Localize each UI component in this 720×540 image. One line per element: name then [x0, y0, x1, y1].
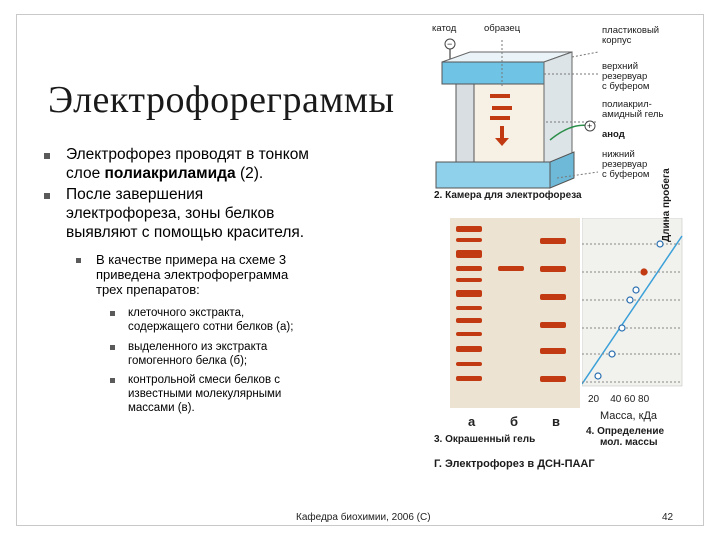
gel-band: [456, 226, 482, 232]
caption-mass: 4. Определение мол. массы: [586, 426, 665, 448]
bullet-1: Электрофорез проводят в тонком слое полиакриламида (2).: [66, 146, 309, 182]
caption-sds-page: Г. Электрофорез в ДСН-ПААГ: [434, 458, 595, 470]
label-gel: полиакрил- амидный гель: [602, 99, 664, 120]
gel-band: [456, 362, 482, 366]
sub-bullet-marker: [76, 258, 81, 263]
label-anode: анод: [602, 129, 625, 140]
gel-band: [456, 290, 482, 297]
plot-point: [633, 287, 639, 293]
plot-point: [627, 297, 633, 303]
bullet-marker: [44, 193, 50, 199]
plot-point: [595, 373, 601, 379]
label-plastic-case: пластиковый корпус: [602, 25, 660, 46]
gel-band: [456, 278, 482, 282]
gel-band: [456, 266, 482, 271]
plus-sign: +: [587, 121, 593, 131]
sub-sub-bullet-2: выделенного из экстракта гомогенного белка (б);: [128, 341, 268, 367]
gel-band: [456, 238, 482, 242]
sub-sub-bullet-marker: [110, 378, 115, 383]
mass-axis-label: Масса, кДа: [600, 410, 658, 422]
label-cathode: катод: [432, 23, 457, 34]
page-number: 42: [662, 512, 674, 523]
lane-label-b: б: [510, 414, 519, 429]
bold-term: полиакриламида: [104, 165, 236, 182]
gel-band: [456, 306, 482, 310]
bullet-marker: [44, 153, 50, 159]
bullet-2: После завершения электрофореза, зоны белков выявляют с помощью красителя.: [66, 186, 305, 241]
slide-title: Электрофореграммы: [48, 79, 395, 121]
gel-band-marker: [540, 238, 566, 244]
sub-sub-bullet-3: контрольной смеси белков с известными молекулярными массами (в).: [128, 374, 282, 414]
lane-label-a: а: [468, 414, 476, 429]
mass-ticks: 20 40 60 80: [588, 394, 650, 405]
gel-band-marker: [540, 266, 566, 272]
caption-gel: 3. Окрашенный гель: [434, 434, 536, 445]
label-lower-reservoir: нижний резервуар с буфером: [602, 149, 650, 180]
plot-point: [619, 325, 625, 331]
minus-sign: −: [447, 39, 453, 49]
sub-sub-bullet-marker: [110, 311, 115, 316]
plot-point-sample: [641, 269, 647, 275]
gel-band-homogeneous: [498, 266, 524, 271]
gel-band: [456, 332, 482, 336]
stained-gel: [450, 218, 580, 408]
lane-label-v: в: [552, 414, 560, 429]
sub-sub-bullet-1: клеточного экстракта, содержащего сотни белков (а);: [128, 307, 294, 333]
label-sample: образец: [484, 23, 521, 34]
gel-band: [456, 250, 482, 258]
gel-band: [456, 376, 482, 381]
gel-band-marker: [540, 294, 566, 300]
gel-band-marker: [540, 322, 566, 328]
caption-chamber: 2. Камера для электрофореза: [434, 190, 582, 201]
gel-band: [456, 346, 482, 352]
sub-bullet: В качестве примера на схеме 3 приведена электрофореграмма трех препаратов:: [96, 252, 289, 297]
axis-run-length: Длина пробега: [661, 168, 672, 242]
gel-band-marker: [540, 348, 566, 354]
gel-band: [456, 318, 482, 323]
sub-sub-bullet-marker: [110, 345, 115, 350]
plot-point: [609, 351, 615, 357]
label-upper-reservoir: верхний резервуар с буфером: [602, 61, 650, 92]
footer-department: Кафедра биохимии, 2006 (С): [296, 512, 431, 523]
figure-panel: [422, 22, 700, 474]
mass-calibration-plot: [582, 218, 692, 398]
gel-band-marker: [540, 376, 566, 382]
